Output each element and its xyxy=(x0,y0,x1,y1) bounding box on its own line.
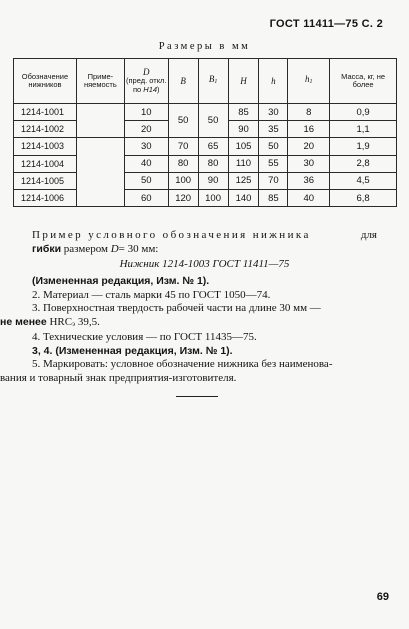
table-row xyxy=(14,104,397,121)
cell-d: 60 xyxy=(124,189,168,206)
table-caption: Размеры в мм xyxy=(158,41,251,52)
note-3-hrc: HRC xyxy=(49,315,73,328)
note-3-bold: не менее xyxy=(0,315,47,328)
cell-b: 100 xyxy=(168,172,198,189)
cell-h-upper: 105 xyxy=(228,138,259,155)
cell-application xyxy=(76,104,124,138)
example-variable: D xyxy=(110,242,119,255)
col-b1-subscript: 1 xyxy=(214,79,218,86)
note-2: 2. Материал — сталь марки 45 по ГОСТ 1050—74. xyxy=(32,288,271,301)
example-line-1 xyxy=(32,229,377,243)
cell-designation: 1214-1006 xyxy=(14,189,77,206)
col-b: B xyxy=(168,59,198,104)
cell-b: 120 xyxy=(168,189,198,206)
revision-note-3-4: 3, 4. (Измененная редакция, Изм. № 1). xyxy=(32,344,233,357)
cell-h: 30 xyxy=(259,104,288,121)
table-row xyxy=(14,172,397,189)
cell-designation: 1214-1002 xyxy=(14,121,77,138)
cell-h-upper: 110 xyxy=(228,155,259,172)
cell-b1: 90 xyxy=(198,172,228,189)
col-b1-symbol: B xyxy=(208,74,215,85)
cell-b1: 80 xyxy=(198,155,228,172)
cell-h: 85 xyxy=(259,189,288,206)
col-h-upper: H xyxy=(228,59,259,104)
table-row xyxy=(14,138,397,155)
cell-designation: 1214-1001 xyxy=(14,104,77,121)
col-d: D (пред. откл. по H14) xyxy=(124,59,168,104)
cell-h: 35 xyxy=(259,121,288,138)
cell-h1: 8 xyxy=(288,104,330,121)
cell-designation: 1214-1005 xyxy=(14,172,77,189)
col-h1-subscript: 1 xyxy=(309,79,313,86)
cell-h1: 20 xyxy=(288,138,330,155)
cell-designation: 1214-1004 xyxy=(14,155,77,172)
page-number: 69 xyxy=(376,591,389,603)
cell-mass: 2,8 xyxy=(330,155,397,172)
page-header: ГОСТ 11411—75 С. 2 xyxy=(269,18,383,30)
col-application: Приме-няемость xyxy=(76,59,124,104)
cell-mass: 4,5 xyxy=(330,172,397,189)
table-row xyxy=(14,189,397,206)
example-line-2 xyxy=(32,243,377,257)
cell-h1: 40 xyxy=(288,189,330,206)
cell-b: 50 xyxy=(168,104,198,138)
cell-h1: 30 xyxy=(288,155,330,172)
note-4: 4. Технические условия — по ГОСТ 11435—75. xyxy=(32,331,257,343)
example-designation: Нижник 1214-1003 ГОСТ 11411—75 xyxy=(119,258,290,270)
col-b1 xyxy=(198,59,228,104)
note-5-line-1: 5. Маркировать: условное обозначение нижника без наименова- xyxy=(32,358,333,370)
cell-h: 70 xyxy=(259,172,288,189)
cell-d: 40 xyxy=(124,155,168,172)
col-mass: Масса, кг, не более xyxy=(330,59,397,104)
note-3-line-2 xyxy=(0,316,377,332)
col-h: h xyxy=(259,59,288,104)
notes-section xyxy=(0,275,377,385)
table-header-row xyxy=(14,59,397,104)
cell-h: 50 xyxy=(259,138,288,155)
col-h1 xyxy=(288,59,330,104)
cell-mass: 1,1 xyxy=(330,121,397,138)
note-3-hrc-subscript: э xyxy=(72,319,76,328)
example-size-word: размером xyxy=(63,242,108,255)
cell-b: 80 xyxy=(168,155,198,172)
cell-b1: 65 xyxy=(198,138,228,155)
example-value: = 30 мм: xyxy=(118,242,159,255)
cell-d: 30 xyxy=(124,138,168,155)
dimensions-table xyxy=(13,58,397,207)
col-d-tolerance: H14 xyxy=(143,84,158,94)
example-bold-word: гибки xyxy=(32,242,62,255)
cell-mass: 1,9 xyxy=(330,138,397,155)
section-divider xyxy=(176,396,218,397)
cell-h: 55 xyxy=(259,155,288,172)
example-intro: Пример условного обозначения нижника xyxy=(32,229,311,241)
table-row xyxy=(14,155,397,172)
cell-h1: 16 xyxy=(288,121,330,138)
col-designation: Обозначение нижников xyxy=(14,59,77,104)
col-h1-symbol: h xyxy=(305,74,310,85)
revision-note-1: (Измененная редакция, Изм. № 1). xyxy=(32,275,210,287)
cell-application xyxy=(76,138,124,207)
cell-mass: 0,9 xyxy=(330,104,397,121)
note-3-line-1: 3. Поверхностная твердость рабочей части на длине 30 мм — xyxy=(32,302,321,314)
example-paragraph xyxy=(32,229,377,256)
cell-designation: 1214-1003 xyxy=(14,138,77,155)
cell-b: 70 xyxy=(168,138,198,155)
col-d-note: (пред. откл. по xyxy=(125,76,167,94)
note-3-value: 39,5. xyxy=(75,315,100,328)
cell-h-upper: 85 xyxy=(228,104,259,121)
cell-b1: 100 xyxy=(198,189,228,206)
cell-d: 10 xyxy=(124,104,168,121)
example-intro-end: для xyxy=(360,229,377,241)
cell-d: 20 xyxy=(124,121,168,138)
cell-h-upper: 125 xyxy=(228,172,259,189)
cell-b1: 50 xyxy=(198,104,228,138)
cell-h-upper: 140 xyxy=(228,189,259,206)
col-d-symbol: D xyxy=(143,66,150,77)
note-5-line-2: вания и товарный знак предприятия-изготовителя. xyxy=(0,371,237,384)
cell-h1: 36 xyxy=(288,172,330,189)
cell-d: 50 xyxy=(124,172,168,189)
cell-mass: 6,8 xyxy=(330,189,397,206)
cell-h-upper: 90 xyxy=(228,121,259,138)
